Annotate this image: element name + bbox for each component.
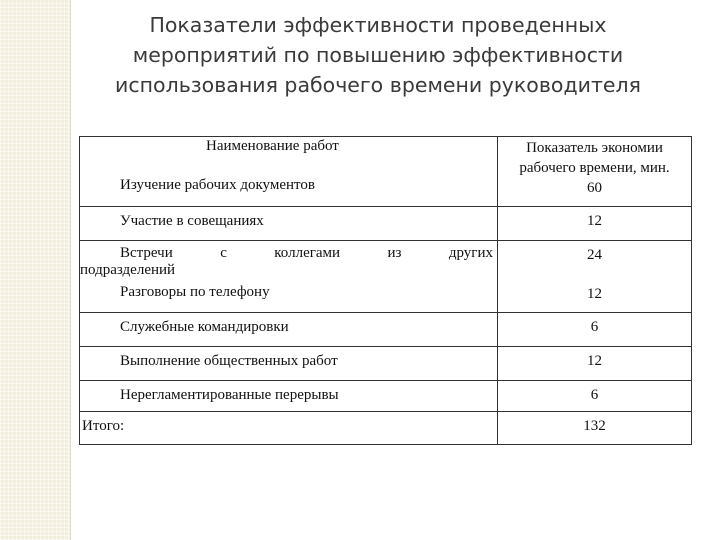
row-3-value: 24 [587,247,602,263]
header-value-line-2: рабочего времени, мин. [519,160,670,176]
row-2-value: 12 [498,207,692,241]
row-4-name: Разговоры по телефону [120,284,270,300]
row-1-value: 60 [587,180,602,196]
efficiency-table [79,136,692,445]
decorative-side-strip [0,0,70,540]
total-value: 132 [498,412,692,445]
total-label: Итого: [80,412,498,445]
title-line-1: Показатели эффективности проведенных [149,13,607,37]
table-total-row [80,412,692,445]
header-cell-value [498,137,692,207]
title-line-3: использования рабочего времени руководителя [115,73,641,97]
row-6-name: Выполнение общественных работ [80,347,498,381]
row-5-value: 6 [498,313,692,347]
table-row [80,347,692,381]
slide-title [78,10,678,100]
title-line-2: мероприятий по повышению эффективности [132,43,624,67]
decorative-side-divider [70,0,71,540]
row-2-name: Участие в совещаниях [80,207,498,241]
table-row [80,241,692,313]
row-3-name-line-2: подразделений [80,261,176,278]
table-row [80,207,692,241]
row-7-value: 6 [498,381,692,412]
row-1-name: Изучение рабочих документов [120,177,315,193]
row-3-4-name-cell [80,241,498,313]
header-name-label: Наименование работ [206,138,339,154]
row-6-value: 12 [498,347,692,381]
row-3-name-line-1: Встречи с коллегами из других [120,245,493,261]
table-row [80,313,692,347]
table-row [80,381,692,412]
header-cell-name [80,137,498,207]
table-header-row [80,137,692,207]
row-4-value: 12 [587,286,602,302]
row-3-4-value-cell [498,241,692,313]
header-value-line-1: Показатель экономии [526,140,663,156]
row-7-name: Нерегламентированные перерывы [80,381,498,412]
row-5-name: Служебные командировки [80,313,498,347]
